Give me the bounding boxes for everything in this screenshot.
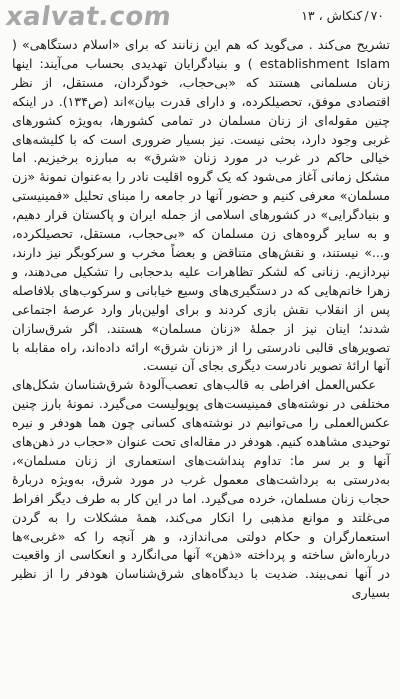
running-head <box>301 8 384 23</box>
paragraph: عکس‌العمل افراطی به قالب‌های تعصب‌آلودهٔ شرق‌شناسان شکل‌های مختلفی در نوشته‌های فمینیست‌های پوپولیست می‌گیرد. نمونهٔ بارز چنین عکس‌العملی را می‌توانیم در نوشته‌های کسانی چون هما هودفر و نیره توحیدی مشاهده کنیم. هودفر در مقاله‌ای تحت عنوان «حجاب در ذهن‌های آنها و بر سر ما: تداوم پنداشت‌های استعماری از زنان مسلمان»، به‌درستی به برداشت‌های معمول غرب در مورد شرق، به‌ویژه دربارهٔ حجاب زنان مسلمان، خرده می‌گیرد. اما در این کار به طرف دیگر افراط می‌غلتد و موانع مذهبی را انکار می‌کند، همهٔ مشکلات را به گردن استعمارگران و حکام دولتی می‌اندازد، و هر آنچه را که «غربی»ها درباره‌اش ساخته و پرداخته «ذهن» آنها می‌انگارد و انعکاسی از واقعیت در آنها نمی‌بیند. ضدیت با دیدگاه‌های شرق‌شناسان هودفر را از نظیر بسیاری <box>12 377 390 601</box>
journal-title: کنکاش ، ۱۳ <box>301 8 363 23</box>
page-header <box>0 0 400 34</box>
watermark-logo: xalvat.com <box>3 2 174 32</box>
page-number: ۷۰ <box>370 8 384 23</box>
article-body <box>12 36 390 603</box>
paragraph: تشریح می‌کند . می‌گوید که هم این زنانند که برای «اسلام دستگاهی» ( establishment Islam ) و بنیادگرایان تهدیدی بحساب می‌آیند: اینها زنان مسلمانی هستند که «بی‌حجاب، خودگردان، مستقل، از نظر اقتصادی موفق، تحصیلکرده، و دارای قدرت بیان»اند (ص۱۳۴). در اینکه چنین مقوله‌ای از زنان مسلمان در تمامی کشورها، به‌ویژه کشورهای غربی وجود دارد، بحثی نیست. نیز بسیار ضروری است که با کلیشه‌های خیالی حاکم در غرب در مورد زنان «شرق» به مبارزه برخیزیم. اما مشکل زمانی آغاز می‌شود که یک گروه اقلیت نادر را به‌عنوان نمونهٔ «زن مسلمان» معرفی کنیم و حضور آنها در جامعه را مبنای تحلیل «فمینیستی و بنیادگرایی» در کشورهای اسلامی از جمله ایران و پاکستان قرار دهیم، و به سایر گروه‌های زن مسلمان که «بی‌حجاب، مستقل، تحصیلکرده، و...» نیستند، و نقش‌های متناقض و بعضاً مخرب و سرکوبگر نیز دارند، نپردازیم. زنانی که لشکر تظاهرات علیه بدحجابی را تشکیل می‌دهند، و زهرا خانم‌هایی که در دستگیری‌های وسیع خیابانی و سرکوب‌های بلافاصله پس از انقلاب نقش بازی کردند و برای اولین‌بار وارد عرصهٔ اجتماعی شدند؛ اینان نیز از جملهٔ «زنان مسلمان» هستند. اگر شرق‌سازان تصویرهای قالبی نادرستی را از «زنان شرق» ارائه داده‌اند، راه مقابله با آنها ارائهٔ تصویر نادرست دیگری بجای آن نیست. <box>12 37 391 374</box>
header-separator: / <box>364 8 369 23</box>
